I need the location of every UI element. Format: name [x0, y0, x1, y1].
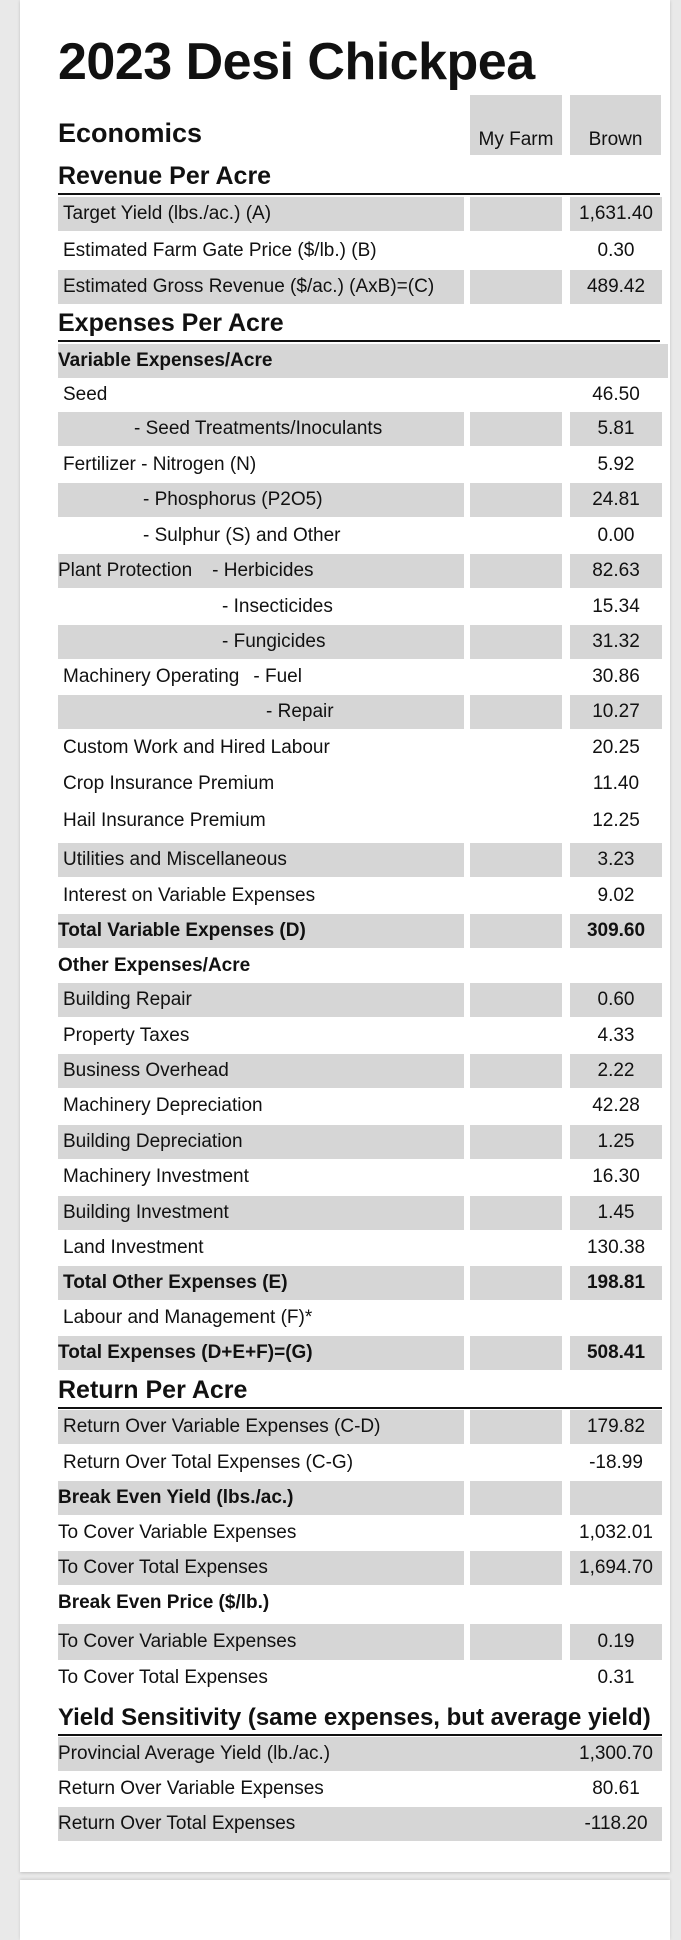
- page-title: 2023 Desi Chickpea: [58, 33, 535, 91]
- table-row: Building Depreciation 1.25: [58, 1125, 662, 1159]
- table-row: Return Over Variable Expenses (C-D) 179.82: [58, 1410, 662, 1444]
- table-row-total-expenses: Total Expenses (D+E+F)=(G) 508.41: [58, 1336, 662, 1370]
- table-row: Estimated Gross Revenue ($/ac.) (AxB)=(C) 489.42: [58, 270, 662, 304]
- table-row: Business Overhead 2.22: [58, 1054, 662, 1088]
- table-row: Property Taxes 4.33: [63, 1025, 635, 1046]
- table-row: Land Investment 130.38: [63, 1237, 646, 1258]
- table-row: To Cover Variable Expenses 1,032.01: [58, 1522, 653, 1543]
- table-row: To Cover Total Expenses 0.31: [58, 1667, 635, 1688]
- subheader-variable-expenses: Variable Expenses/Acre: [58, 344, 668, 378]
- table-row: Return Over Total Expenses -118.20: [58, 1807, 662, 1841]
- table-row: Return Over Total Expenses (C-G) -18.99: [63, 1452, 643, 1473]
- table-row: Building Repair 0.60: [58, 983, 662, 1017]
- section-yield-sensitivity: Yield Sensitivity (same expenses, but average yield): [58, 1698, 662, 1736]
- table-row: Fertilizer - Nitrogen (N) 5.92: [63, 454, 635, 475]
- table-row: Target Yield (lbs./ac.) (A) 1,631.40: [58, 197, 662, 231]
- table-row: - Seed Treatments/Inoculants 5.81: [58, 412, 662, 446]
- column-header-my-farm: My Farm: [470, 95, 562, 155]
- table-row: - Phosphorus (P2O5) 24.81: [58, 483, 662, 517]
- table-row: Hail Insurance Premium 12.25: [63, 810, 640, 831]
- table-row: Machinery Investment 16.30: [63, 1166, 640, 1187]
- economics-heading: Economics: [58, 118, 203, 148]
- table-row: - Sulphur (S) and Other 0.00: [143, 525, 635, 546]
- table-row: - Repair 10.27: [58, 695, 662, 729]
- table-row-total-variable: Total Variable Expenses (D) 309.60: [58, 914, 662, 948]
- table-row: To Cover Variable Expenses 0.19: [58, 1624, 662, 1660]
- next-page-edge: [20, 1880, 670, 1940]
- subheader-break-even-price: Break Even Price ($/lb.): [58, 1592, 270, 1613]
- section-expenses: Expenses Per Acre: [58, 306, 660, 342]
- table-row: Plant Protection - Herbicides 82.63: [58, 554, 662, 588]
- table-row: Interest on Variable Expenses 9.02: [63, 885, 635, 906]
- table-row: To Cover Total Expenses 1,694.70: [58, 1551, 662, 1585]
- table-row: - Insecticides 15.34: [222, 596, 640, 617]
- table-row: Return Over Variable Expenses 80.61: [58, 1778, 640, 1799]
- table-row: Seed 46.50: [63, 384, 640, 405]
- subheader-other-expenses: Other Expenses/Acre: [58, 955, 251, 976]
- table-row: Crop Insurance Premium 11.40: [63, 773, 640, 794]
- table-row: Provincial Average Yield (lb./ac.) 1,300.70: [58, 1737, 662, 1771]
- table-row: Building Investment 1.45: [58, 1196, 662, 1230]
- table-row-total-other: Total Other Expenses (E) 198.81: [58, 1266, 662, 1300]
- table-row: Custom Work and Hired Labour 20.25: [63, 737, 640, 758]
- table-row: - Fungicides 31.32: [58, 625, 662, 659]
- table-row: Machinery Depreciation 42.28: [63, 1095, 640, 1116]
- table-row: Labour and Management (F)*: [63, 1307, 313, 1328]
- table-row: Estimated Farm Gate Price ($/lb.) (B) 0.30: [63, 240, 635, 261]
- table-row: Utilities and Miscellaneous 3.23: [58, 843, 662, 877]
- column-header-brown: Brown: [570, 95, 661, 155]
- section-return: Return Per Acre: [58, 1373, 662, 1409]
- table-row: Machinery Operating - Fuel 30.86: [63, 666, 640, 687]
- section-revenue: Revenue Per Acre: [58, 158, 660, 195]
- subheader-break-even-yield: Break Even Yield (lbs./ac.): [58, 1481, 662, 1515]
